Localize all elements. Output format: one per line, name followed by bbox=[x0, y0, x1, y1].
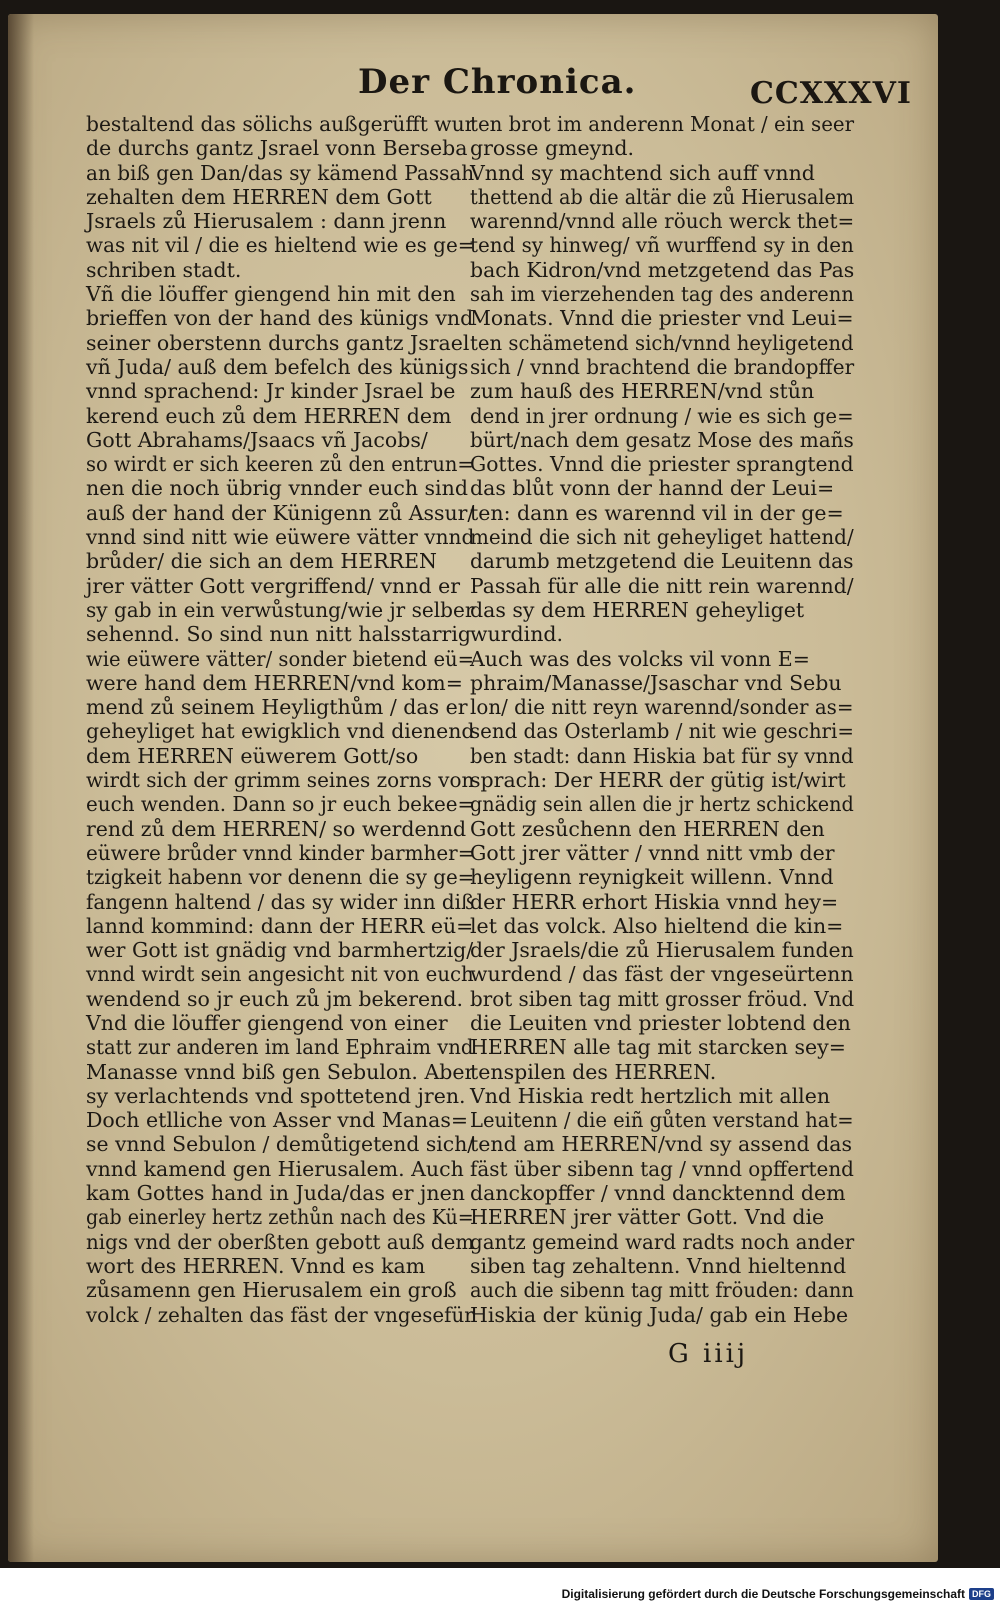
text-line: warennd/vnnd alle röuch werck thet= bbox=[470, 209, 855, 234]
text-line: Vnnd sy machtend sich auff vnnd bbox=[470, 160, 815, 185]
text-line: seiner oberstenn durchs gantz Jsrael bbox=[86, 330, 470, 355]
text-line: rend zů dem HERREN/ so werdennd bbox=[86, 816, 467, 841]
text-line: bestaltend das sölichs außgerüfft wur bbox=[86, 112, 475, 136]
left-text-column bbox=[86, 112, 474, 1327]
text-line: ten: dann es warennd vil in der ge= bbox=[470, 500, 844, 525]
text-line: Gott zesůchenn den HERREN den bbox=[470, 816, 825, 841]
text-line: Passah für alle die nitt rein warennd/ bbox=[470, 573, 854, 598]
text-line: Jsraels zů Hierusalem : dann jrenn bbox=[86, 209, 447, 234]
text-line: so wirdt er sich keeren zů den entrun= bbox=[86, 452, 474, 477]
text-line: gantz gemeind ward radts noch ander bbox=[470, 1229, 855, 1254]
text-line: meind die sich nit geheyliget hattend/ bbox=[470, 525, 854, 550]
text-line: HERREN alle tag mit starcken sey= bbox=[470, 1035, 846, 1060]
text-line: Doch etlliche von Asser vnd Manas= bbox=[86, 1108, 469, 1133]
text-line: sprach: Der HERR der gütig ist/wirt bbox=[470, 768, 846, 793]
text-line: mend zů seinem Heyligthům / das er bbox=[86, 695, 468, 720]
text-line: were hand dem HERREN/vnd kom= bbox=[86, 670, 463, 695]
text-line: fangenn haltend / das sy wider inn diß bbox=[86, 889, 475, 914]
right-text-column bbox=[470, 112, 854, 1327]
text-line: das sy dem HERREN geheyliget bbox=[470, 597, 805, 622]
text-line: Gott Abrahams/Jsaacs vñ Jacobs/ bbox=[86, 427, 428, 452]
text-line: Manasse vnnd biß gen Sebulon. Aber bbox=[86, 1059, 475, 1084]
signature-mark: G iiij bbox=[668, 1339, 749, 1369]
text-line: wirdt sich der grimm seines zorns von bbox=[86, 768, 475, 793]
text-line: jrer vätter Gott vergriffend/ vnnd er bbox=[86, 573, 461, 598]
text-line: gab einerley hertz zethůn nach des Kü= bbox=[86, 1205, 474, 1230]
text-line: se vnnd Sebulon / demůtigetend sich/ bbox=[86, 1132, 475, 1157]
text-line: Vnd Hiskia redt hertzlich mit allen bbox=[470, 1083, 831, 1108]
book-page bbox=[8, 14, 938, 1562]
text-line: kam Gottes hand in Juda/das er jnen bbox=[86, 1181, 465, 1206]
text-line: grosse gmeynd. bbox=[470, 136, 635, 161]
text-line: vnnd kamend gen Hierusalem. Auch bbox=[86, 1156, 464, 1181]
text-line: Auch was des volcks vil vonn E= bbox=[470, 646, 810, 671]
text-line: schriben stadt. bbox=[86, 257, 242, 282]
footer-credit bbox=[562, 1587, 994, 1601]
text-line: HERREN jrer vätter Gott. Vnd die bbox=[470, 1205, 825, 1230]
text-line: wer Gott ist gnädig vnd barmhertzig/ bbox=[86, 938, 474, 963]
text-line: Leuitenn / die eiñ gůten verstand hat= bbox=[470, 1108, 854, 1133]
footer-text: Digitalisierung gefördert durch die Deutsche Forschungsgemeinschaft bbox=[561, 1587, 965, 1601]
text-line: nigs vnd der oberßten gebott auß dem bbox=[86, 1229, 475, 1254]
text-line: statt zur anderen im land Ephraim vnd bbox=[86, 1035, 474, 1060]
text-line: brieffen von der hand des künigs vnd bbox=[86, 306, 474, 331]
text-line: brůder/ die sich an dem HERREN bbox=[86, 549, 437, 574]
text-line: wurdind. bbox=[470, 622, 564, 647]
text-line: Vnd die löuffer giengend von einer bbox=[86, 1010, 448, 1035]
text-line: ben stadt: dann Hiskia bat für sy vnnd bbox=[470, 743, 854, 768]
text-line: euch wenden. Dann so jr euch bekee= bbox=[86, 792, 475, 817]
text-line: send das Osterlamb / nit wie geschri= bbox=[470, 719, 854, 744]
text-line: dend in jrer ordnung / wie es sich ge= bbox=[470, 403, 854, 428]
text-line: danckopffer / vnnd dancktennd dem bbox=[470, 1181, 846, 1206]
text-line: der Jsraels/die zů Hierusalem funden bbox=[470, 938, 854, 963]
text-line: phraim/Manasse/Jsaschar vnd Sebu bbox=[470, 670, 842, 695]
text-line: geheyliget hat ewigklich vnd dienend bbox=[86, 719, 475, 744]
text-line: wort des HERREN. Vnnd es kam bbox=[86, 1253, 426, 1278]
text-line: Monats. Vnnd die priester vnd Leui= bbox=[470, 306, 854, 331]
text-line: heyligenn reynigkeit willenn. Vnnd bbox=[470, 865, 834, 890]
dfg-logo: DFG bbox=[969, 1588, 994, 1600]
text-line: volck / zehalten das fäst der vngesefür bbox=[86, 1302, 474, 1327]
text-line: de durchs gantz Jsrael vonn Berseba bbox=[86, 136, 468, 161]
text-line: sich / vnnd brachtend die brandopffer bbox=[470, 354, 855, 379]
text-line: tzigkeit habenn vor denenn die sy ge= bbox=[86, 865, 475, 890]
text-line: die Leuiten vnd priester lobtend den bbox=[470, 1010, 851, 1035]
text-line: Vñ die löuffer giengend hin mit den bbox=[86, 282, 456, 307]
text-line: auß der hand der Künigenn zů Assur/ bbox=[86, 500, 475, 525]
text-line: bürt/nach dem gesatz Mose des mañs bbox=[470, 427, 854, 452]
text-line: zůsamenn gen Hierusalem ein groß bbox=[86, 1278, 457, 1303]
text-line: siben tag zehaltenn. Vnnd hieltennd bbox=[470, 1253, 847, 1278]
text-line: thettend ab die altär die zů Hierusalem bbox=[470, 184, 855, 209]
text-line: tend am HERREN/vnd sy assend das bbox=[470, 1132, 853, 1157]
text-line: das blůt vonn der hannd der Leui= bbox=[470, 476, 835, 501]
text-line: zehalten dem HERREN dem Gott bbox=[86, 184, 432, 209]
text-line: lannd kommind: dann der HERR eü= bbox=[86, 913, 474, 938]
text-line: auch die sibenn tag mitt fröuden: dann bbox=[470, 1278, 854, 1303]
text-line: Gott jrer vätter / vnnd nitt vmb der bbox=[470, 840, 835, 865]
text-line: Hiskia der künig Juda/ gab ein Hebe bbox=[470, 1302, 849, 1327]
text-line: gnädig sein allen die jr hertz schickend bbox=[470, 792, 854, 817]
text-line: Gottes. Vnnd die priester sprangtend bbox=[470, 452, 854, 477]
text-line: vñ Juda/ auß dem befelch des künigs bbox=[86, 354, 469, 379]
page-spine-shadow bbox=[8, 14, 34, 1562]
text-line: nen die noch übrig vnnder euch sind bbox=[86, 476, 468, 501]
text-line: darumb metzgetend die Leuitenn das bbox=[470, 549, 854, 574]
text-line: was nit vil / die es hieltend wie es ge= bbox=[86, 233, 475, 258]
text-line: sehennd. So sind nun nitt halsstarrig bbox=[86, 622, 472, 647]
text-line: der HERR erhort Hiskia vnnd hey= bbox=[470, 889, 839, 914]
text-line: wurdend / das fäst der vngeseürtenn bbox=[470, 962, 854, 987]
text-line: wendend so jr euch zů jm bekerend. bbox=[86, 986, 463, 1011]
text-line: sy gab in ein verwůstung/wie jr selber bbox=[86, 597, 475, 622]
text-line: vnnd sprachend: Jr kinder Jsrael be bbox=[86, 379, 456, 404]
text-line: zum hauß des HERREN/vnd stůn bbox=[470, 379, 815, 404]
folio-number: CCXXXVI bbox=[750, 76, 912, 111]
text-line: let das volck. Also hieltend die kin= bbox=[470, 913, 844, 938]
text-line: kerend euch zů dem HERREN dem bbox=[86, 403, 452, 428]
text-line: ten schämetend sich/vnnd heyligetend bbox=[470, 330, 854, 355]
text-line: lon/ die nitt reyn warennd/sonder as= bbox=[470, 695, 854, 720]
text-line: an biß gen Dan/das sy kämend Passah bbox=[86, 160, 475, 185]
text-line: tenspilen des HERREN. bbox=[470, 1059, 717, 1084]
text-line: vnnd sind nitt wie eüwere vätter vnnd bbox=[86, 525, 475, 550]
text-line: fäst über sibenn tag / vnnd opffertend bbox=[470, 1156, 854, 1181]
running-title: Der Chronica. bbox=[358, 62, 637, 102]
text-line: wie eüwere vätter/ sonder bietend eü= bbox=[86, 646, 475, 671]
text-line: ten brot im anderenn Monat / ein seer bbox=[470, 112, 855, 136]
text-line: tend sy hinweg/ vñ wurffend sy in den bbox=[470, 233, 854, 258]
text-line: brot siben tag mitt grosser fröud. Vnd bbox=[470, 986, 855, 1011]
text-line: vnnd wirdt sein angesicht nit von euch bbox=[86, 962, 474, 987]
text-line: sah im vierzehenden tag des anderenn bbox=[470, 282, 854, 307]
text-line: eüwere brůder vnnd kinder barmher= bbox=[86, 840, 475, 865]
text-line: sy verlachtends vnd spottetend jren. bbox=[86, 1083, 466, 1108]
text-line: bach Kidron/vnd metzgetend das Pas bbox=[470, 257, 855, 282]
text-line: dem HERREN eüwerem Gott/so bbox=[86, 743, 419, 768]
